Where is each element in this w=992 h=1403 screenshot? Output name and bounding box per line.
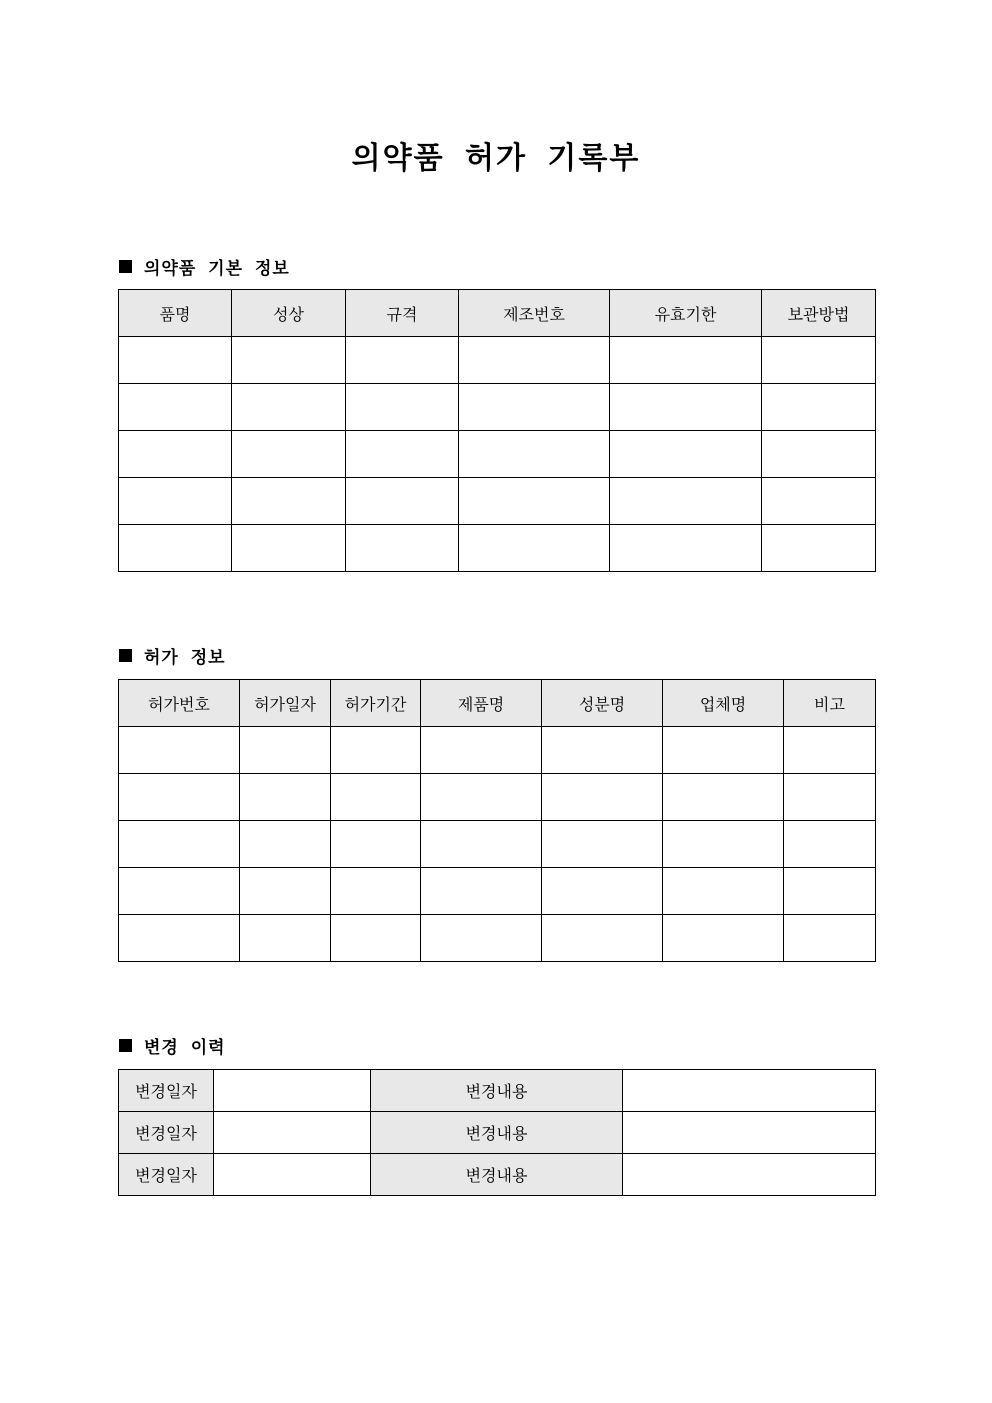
table-row xyxy=(119,525,876,572)
table-row xyxy=(119,915,876,962)
table-cell[interactable] xyxy=(784,915,876,962)
table-cell[interactable] xyxy=(542,868,663,915)
change-date-field[interactable] xyxy=(214,1070,371,1112)
table-cell[interactable] xyxy=(610,431,762,478)
table-cell[interactable] xyxy=(610,478,762,525)
change-date-label: 변경일자 xyxy=(119,1154,214,1196)
column-header-permit-number: 허가번호 xyxy=(119,680,240,727)
table-cell[interactable] xyxy=(240,868,331,915)
table-cell[interactable] xyxy=(762,478,876,525)
table-cell[interactable] xyxy=(784,774,876,821)
section-heading-label: 변경 이력 xyxy=(144,1038,226,1058)
table-cell[interactable] xyxy=(663,868,784,915)
table-cell[interactable] xyxy=(542,915,663,962)
table-cell[interactable] xyxy=(119,431,232,478)
table-row xyxy=(119,1154,876,1196)
table-cell[interactable] xyxy=(610,384,762,431)
change-content-field[interactable] xyxy=(623,1112,876,1154)
column-header-expiry-date: 유효기한 xyxy=(610,290,762,337)
table-cell[interactable] xyxy=(346,431,459,478)
table-cell[interactable] xyxy=(119,727,240,774)
change-content-field[interactable] xyxy=(623,1070,876,1112)
column-header-remarks: 비고 xyxy=(784,680,876,727)
table-cell[interactable] xyxy=(421,915,542,962)
column-header-storage-method: 보관방법 xyxy=(762,290,876,337)
table-cell[interactable] xyxy=(346,337,459,384)
table-row xyxy=(119,727,876,774)
change-date-label: 변경일자 xyxy=(119,1112,214,1154)
table-cell[interactable] xyxy=(240,774,331,821)
table-cell[interactable] xyxy=(232,384,346,431)
table-cell[interactable] xyxy=(459,384,610,431)
table-cell[interactable] xyxy=(119,384,232,431)
change-date-label: 변경일자 xyxy=(119,1070,214,1112)
column-header-appearance: 성상 xyxy=(232,290,346,337)
table-cell[interactable] xyxy=(331,727,421,774)
section-heading-basic-info xyxy=(119,254,290,279)
table-header-row xyxy=(119,680,876,727)
table-cell[interactable] xyxy=(119,337,232,384)
table-cell[interactable] xyxy=(346,478,459,525)
change-date-field[interactable] xyxy=(214,1154,371,1196)
table-cell[interactable] xyxy=(762,337,876,384)
table-row xyxy=(119,478,876,525)
table-cell[interactable] xyxy=(119,915,240,962)
table-cell[interactable] xyxy=(240,915,331,962)
table-cell[interactable] xyxy=(459,478,610,525)
column-header-product-name: 제품명 xyxy=(421,680,542,727)
table-cell[interactable] xyxy=(663,774,784,821)
table-cell[interactable] xyxy=(663,821,784,868)
table-cell[interactable] xyxy=(346,525,459,572)
document-title: 의약품 허가 기록부 xyxy=(351,141,641,176)
table-cell[interactable] xyxy=(663,727,784,774)
table-cell[interactable] xyxy=(762,525,876,572)
section-heading-change-history xyxy=(119,1033,226,1058)
table-row xyxy=(119,821,876,868)
square-bullet-icon xyxy=(119,260,132,273)
table-cell[interactable] xyxy=(232,337,346,384)
section-heading-label: 허가 정보 xyxy=(144,648,226,668)
table-cell[interactable] xyxy=(421,727,542,774)
table-row xyxy=(119,1070,876,1112)
table-cell[interactable] xyxy=(459,431,610,478)
table-cell[interactable] xyxy=(421,868,542,915)
section-heading-permit-info xyxy=(119,643,226,668)
change-date-field[interactable] xyxy=(214,1112,371,1154)
table-cell[interactable] xyxy=(346,384,459,431)
table-row xyxy=(119,337,876,384)
change-history-table xyxy=(118,1069,876,1196)
square-bullet-icon xyxy=(119,1039,132,1052)
table-row xyxy=(119,1112,876,1154)
table-cell[interactable] xyxy=(331,774,421,821)
column-header-specification: 규격 xyxy=(346,290,459,337)
table-cell[interactable] xyxy=(542,821,663,868)
table-cell[interactable] xyxy=(542,727,663,774)
table-cell[interactable] xyxy=(459,337,610,384)
change-content-label: 변경내용 xyxy=(371,1154,623,1196)
table-cell[interactable] xyxy=(240,727,331,774)
change-content-field[interactable] xyxy=(623,1154,876,1196)
table-cell[interactable] xyxy=(232,478,346,525)
table-cell[interactable] xyxy=(331,821,421,868)
change-content-label: 변경내용 xyxy=(371,1070,623,1112)
table-cell[interactable] xyxy=(610,525,762,572)
table-cell[interactable] xyxy=(421,774,542,821)
table-row xyxy=(119,868,876,915)
table-cell[interactable] xyxy=(459,525,610,572)
basic-info-table xyxy=(118,289,876,572)
table-cell[interactable] xyxy=(762,384,876,431)
table-cell[interactable] xyxy=(232,431,346,478)
table-cell[interactable] xyxy=(119,868,240,915)
table-cell[interactable] xyxy=(331,868,421,915)
table-cell[interactable] xyxy=(610,337,762,384)
permit-info-table xyxy=(118,679,876,962)
table-row xyxy=(119,774,876,821)
table-cell[interactable] xyxy=(784,821,876,868)
table-cell[interactable] xyxy=(331,915,421,962)
table-cell[interactable] xyxy=(119,525,232,572)
column-header-permit-date: 허가일자 xyxy=(240,680,331,727)
table-cell[interactable] xyxy=(240,821,331,868)
table-cell[interactable] xyxy=(232,525,346,572)
section-heading-label: 의약품 기본 정보 xyxy=(144,259,290,279)
table-cell[interactable] xyxy=(421,821,542,868)
column-header-ingredient-name: 성분명 xyxy=(542,680,663,727)
column-header-product-name: 품명 xyxy=(119,290,232,337)
column-header-permit-period: 허가기간 xyxy=(331,680,421,727)
table-cell[interactable] xyxy=(119,478,232,525)
table-header-row xyxy=(119,290,876,337)
table-cell[interactable] xyxy=(784,727,876,774)
table-cell[interactable] xyxy=(762,431,876,478)
square-bullet-icon xyxy=(119,649,132,662)
table-cell[interactable] xyxy=(784,868,876,915)
table-cell[interactable] xyxy=(119,821,240,868)
table-cell[interactable] xyxy=(663,915,784,962)
column-header-lot-number: 제조번호 xyxy=(459,290,610,337)
table-row xyxy=(119,384,876,431)
table-row xyxy=(119,431,876,478)
column-header-company-name: 업체명 xyxy=(663,680,784,727)
table-cell[interactable] xyxy=(119,774,240,821)
table-cell[interactable] xyxy=(542,774,663,821)
change-content-label: 변경내용 xyxy=(371,1112,623,1154)
